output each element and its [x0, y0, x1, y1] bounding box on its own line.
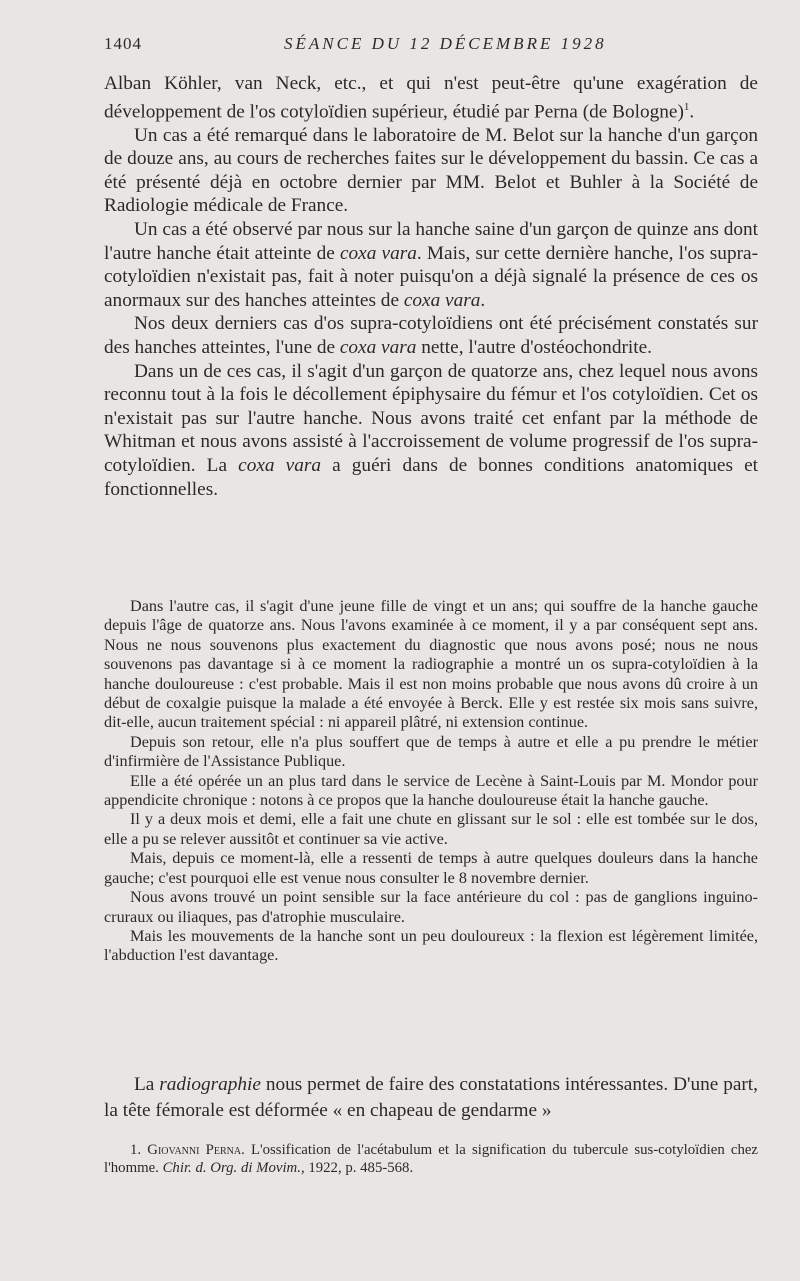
case-paragraph: Il y a deux mois et demi, elle a fait une chute en glissant sur le sol : elle est tombée sur le dos, elle a pu se relever aussitôt et continuer sa vie active.: [104, 810, 758, 848]
footnote-ref: 1: [683, 100, 690, 113]
paragraph-text: Dans un de ces cas, il s'agit d'un garçon de quatorze ans, chez lequel nous avons reconnu tout à la fois le décollement épiphysaire du fémur et l'os cotyloïdien. Cet os n'existait pas sur l'autre hanche. Nous avons traité cet enfant par la méthode de Whitman et nous avons assisté à l'accroissement de volume progressif de l'os supra-cotyloïdien. La: [104, 360, 758, 476]
paragraph: [104, 72, 758, 124]
case-paragraph: Nous avons trouvé un point sensible sur la face antérieure du col : pas de ganglions inguino-cruraux ou iliaques, pas d'atrophie musculaire.: [104, 888, 758, 926]
paragraph: [104, 360, 758, 502]
footnote-author: Giovanni Perna: [147, 1142, 242, 1158]
italic-term: coxa vara: [238, 454, 321, 476]
closing-text: [104, 1072, 758, 1123]
paragraph-text: nous permet de faire des constatations intéressantes. D'une part, la tête fémorale est déformée « en chapeau de gendarme »: [104, 1074, 758, 1121]
paragraph-text: Un cas a été observé par nous sur la hanche saine d'un garçon de quinze ans dont l'autre hanche était atteinte de: [104, 218, 758, 264]
paragraph: Un cas a été remarqué dans le laboratoire de M. Belot sur la hanche d'un garçon de douze ans, au cours de recherches faites sur le développement du bassin. Ce cas a été présenté déjà en octobre dernier par MM. Belot et Buhler à la Société de Radiologie médicale de France.: [104, 124, 758, 217]
paragraph: [104, 218, 758, 312]
paragraph: [104, 1072, 758, 1123]
italic-term: coxa vara: [339, 336, 417, 358]
footnote-journal: Chir. d. Org. di Movim.: [162, 1159, 301, 1176]
paragraph-text: nette, l'autre d'ostéochondrite.: [416, 336, 652, 358]
case-paragraph: Dans l'autre cas, il s'agit d'une jeune fille de vingt et un ans; qui souffre de la hanche gauche depuis l'âge de quatorze ans. Nous l'avons examinée à ce moment, il y a par conséquent sept ans. Nous ne nous souvenons plus exactement du diagnostic que nous avons posé; nous ne nous souvenons pas davantage si à ce moment la radiographie a montré un os supra-cotyloïdien à la hanche douloureuse : c'est probable. Mais il est non moins probable que nous avons dû croire à un début de coxalgie puisque la malade a été envoyée à Berck. Elle y est restée six mois sans suivre, dit-elle, aucun traitement spécial : ni appareil plâtré, ni extension continue.: [104, 597, 758, 732]
italic-term: coxa vara: [403, 289, 481, 311]
running-title: SÉANCE DU 12 DÉCEMBRE 1928: [284, 34, 607, 53]
page-number: 1404: [104, 34, 142, 53]
page-header: [104, 34, 756, 58]
paragraph: [104, 312, 758, 359]
case-paragraph: Mais, depuis ce moment-là, elle a ressenti de temps à autre quelques douleurs dans la hanche gauche; c'est pourquoi elle est venue nous consulter le 8 novembre dernier.: [104, 849, 758, 887]
case-report: [104, 597, 758, 966]
footnote: [104, 1142, 758, 1177]
footnote-citation: , 1922, p. 485-568.: [300, 1159, 414, 1176]
footnote-text: [104, 1142, 758, 1177]
paragraph-text: .: [689, 101, 695, 123]
footnote-number: 1.: [130, 1142, 142, 1158]
paragraph-text: . Mais, sur cette dernière hanche, l'os supra-cotyloïdien n'existait pas, fait à noter puisqu'on a déjà signalé la présence de ces os anormaux sur des hanches atteintes de: [104, 242, 758, 311]
case-paragraph: Depuis son retour, elle n'a plus souffert que de temps à autre et elle a pu prendre le métier d'infirmière de l'Assistance Publique.: [104, 732, 758, 771]
paragraph-text: La: [134, 1074, 160, 1095]
case-paragraph: Elle a été opérée un an plus tard dans le service de Lecène à Saint-Louis par M. Mondor pour appendicite chronique : notons à ce propos que la hanche douloureuse était la hanche gauche.: [104, 771, 758, 810]
italic-term: coxa vara: [339, 242, 417, 264]
main-text: [104, 72, 758, 501]
italic-term: radiographie: [159, 1074, 261, 1095]
footnote-title: . L'ossification de l'acétabulum et la signification du tubercule sus-cotyloïdien chez l'homme.: [104, 1142, 758, 1176]
case-paragraph: Mais les mouvements de la hanche sont un peu douloureux : la flexion est légèrement limitée, l'abduction l'est davantage.: [104, 926, 758, 965]
paragraph-text: Alban Köhler, van Neck, etc., et qui n'est peut-être qu'une exagération de développement de l'os cotyloïdien supérieur, étudié par Perna (de Bologne): [104, 73, 758, 123]
paragraph-text: a guéri dans de bonnes conditions anatomiques et fonctionnelles.: [104, 454, 758, 500]
paragraph-text: .: [480, 289, 486, 311]
paragraph-text: Nos deux derniers cas d'os supra-cotyloïdiens ont été précisément constatés sur des hanches atteintes, l'une de: [104, 313, 758, 358]
